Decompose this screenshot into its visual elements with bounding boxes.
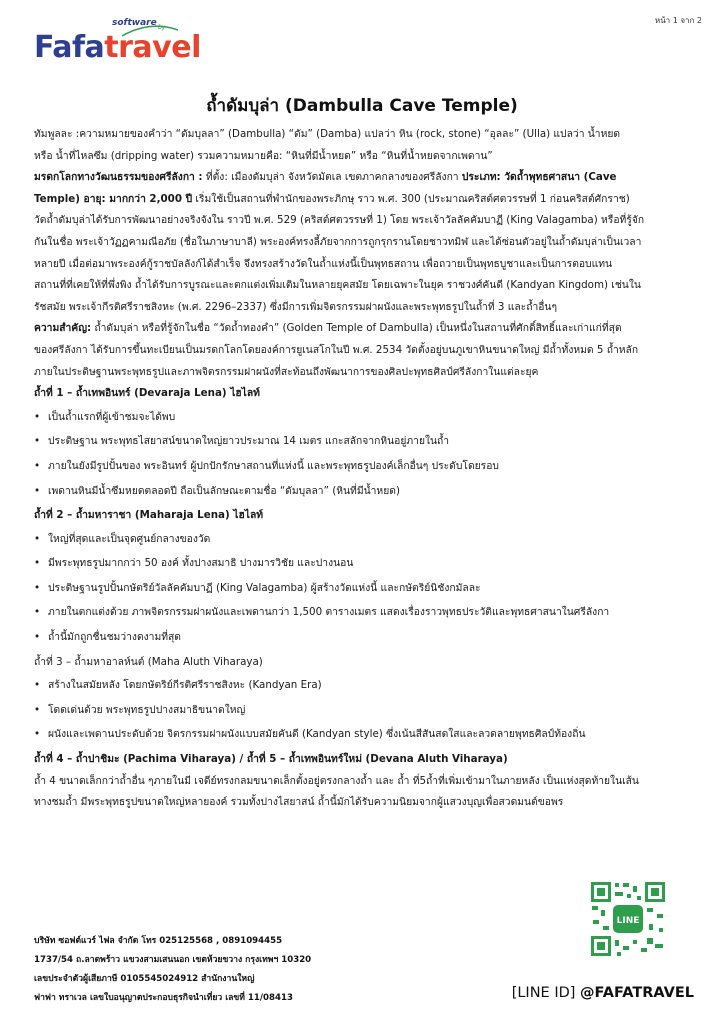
importance-line: ภายในประดิษฐานพระพุทธรูปและภาพจิตรกรรมฝาผนังที่สะท้อนถึงพัฒนาการของศิลปะพุทธศิลป์ศรีลังกาในแต่ละยุค	[34, 365, 539, 378]
importance-paragraph: ความสำคัญ: ถ้ำดัมบุล่า หรือที่รู้จักในชื่อ “วัดถ้ำทองคำ” (Golden Temple of Dambulla) เป็นหนึ่งในสถานที่ศักดิ์สิทธิ์และเก่าแก่ที่สุด	[34, 322, 622, 335]
company-footer	[34, 932, 454, 1008]
list-item: • ถ้ำนี้มักถูกชื่นชมว่างดงามที่สุด	[34, 627, 696, 649]
page-title: ถ้ำดัมบุล่า (Dambulla Cave Temple)	[206, 96, 518, 116]
footer-license: ฟาฟา ทราเวล เลขใบอนุญาตประกอบธุรกิจนำเที่ยว เลขที่ 11/08413	[34, 993, 293, 1003]
list-item: • มีพระพุทธรูปมากกว่า 50 องค์ ทั้งปางสมาธิ ปางมารวิชัย และปางนอน	[34, 553, 696, 575]
cave45-line: ทางชมถ้ำ มีพระพุทธรูปขนาดใหญ่หลายองค์ รวมทั้งปางไสยาสน์ ถ้ำนี้มักได้รับความนิยมจากผู้แสวงบุญเพื่อสวดมนต์ขอพร	[34, 796, 564, 809]
page-number: หน้า 1 จาก 2	[654, 16, 702, 25]
heritage-line: วัดถ้ำดัมบุล่าได้รับการพัฒนาอย่างจริงจังใน ราวปี พ.ศ. 529 (คริสต์ศตวรรษที่ 1) โดย พระเจ้าวัลลัคคัมบาฏี (King Valagamba) หรือที่รู้จัก	[34, 214, 645, 227]
list-item: • ภายในตกแต่งด้วย ภาพจิตรกรรมฝาผนังและเพดานกว่า 1,500 ตารางเมตร แสดงเรื่องราวพุทธประวัติและพุทธศาสนาในศรีลังกา	[34, 602, 696, 624]
cave45-line: ถ้ำ 4 ขนาดเล็กกว่าถ้ำอื่น ๆภายในมี เจดีย์ทรงกลมขนาดเล็กตั้งอยู่ตรงกลางถ้ำ และ ถ้ำ ที่5ถ้ำที่เพิ่มเข้ามาในภายหลัง เป็นแห่งสุดท้ายในเส้น	[34, 774, 639, 787]
cave1-heading: ถ้ำที่ 1 – ถ้ำเทพอินทร์ (Devaraja Lena) ไฮไลท์	[34, 387, 260, 400]
cave2-heading: ถ้ำที่ 2 – ถ้ำมหาราชา (Maharaja Lena) ไฮไลท์	[34, 509, 264, 522]
heritage-line: รัชสมัย พระเจ้ากีรติศรีราชสิงหะ (พ.ศ. 2296–2337) ซึ่งมีการเพิ่มจิตรกรรมฝาผนังและพระพุทธรูปในถ้ำที่ 3 และถ้ำอื่นๆ	[34, 300, 557, 313]
list-item: • โดดเด่นด้วย พระพุทธรูปปางสมาธิขนาดใหญ่	[34, 700, 696, 722]
heritage-paragraph: Temple) อายุ: มากกว่า 2,000 ปี เริ่มใช้เป็นสถานที่พำนักของพระภิกษุ ราว พ.ศ. 300 (ประมาณคริสต์ศตวรรษที่ 1 ก่อนคริสต์ศักราช)	[34, 192, 630, 205]
importance-line: ของศรีลังกา ได้รับการขึ้นทะเบียนเป็นมรดกโลกโดยองค์การยูเนสโกในปี พ.ศ. 2534 วัดตั้งอยู่บนภูเขาหินขนาดใหญ่ มีถ้ำทั้งหมด 5 ถ้ำหลัก	[34, 343, 639, 356]
cave1-list	[34, 407, 696, 502]
footer-address: 1737/54 ถ.ลาดพร้าว แขวงสามเสนนอก เขตห้วยขวาง กรุงเทพฯ 10320	[34, 955, 312, 965]
list-item: • ภายในยังมีรูปปั้นของ พระอินทร์ ผู้ปกปักรักษาสถานที่แห่งนี้ และพระพุทธรูปองค์เล็กอื่นๆ ประดับโดยรอบ	[34, 456, 696, 478]
intro-line: หรือ น้ำที่ไหลซึม (dripping water) รวมความหมายคือ: “หินที่มีน้ำหยด” หรือ “หินที่น้ำหยดจากเพดาน”	[34, 149, 493, 162]
cave3-list	[34, 675, 696, 746]
heritage-line: หลายปี เมื่อต่อมาพระองค์กู้ราชบัลลังก์ได้สำเร็จ จึงทรงสร้างวัดในถ้ำแห่งนี้เป็นพุทธสถาน เพื่อถวายเป็นพุทธบูชาและเป็นการตอบแทน	[34, 257, 613, 270]
list-item: • ผนังและเพดานประดับด้วย จิตรกรรมฝาผนังแบบสมัยคันดี (Kandyan style) ซึ่งเน้นสีสันสดใสและลวดลายพุทธศิลป์ท้องถิ่น	[34, 724, 696, 746]
line-qr-code-icon[interactable]	[589, 880, 667, 958]
cave45-heading: ถ้ำที่ 4 – ถ้ำปาชิมะ (Pachima Viharaya) / ถ้ำที่ 5 – ถ้ำเทพอินทร์ใหม่ (Devana Aluth Viharaya)	[34, 753, 508, 766]
list-item: • ใหญ่ที่สุดและเป็นจุดศูนย์กลางของวัด	[34, 529, 696, 551]
list-item: • ประดิษฐาน พระพุทธไสยาสน์ขนาดใหญ่ยาวประมาณ 14 เมตร แกะสลักจากหินอยู่ภายในถ้ำ	[34, 431, 696, 453]
heritage-paragraph: มรดกโลกทางวัฒนธรรมของศรีลังกา : ที่ตั้ง: เมืองดัมบุล่า จังหวัดมัตเล เขตภาคกลางของศรีลังกา ประเภท: วัดถ้ำพุทธศาสนา (Cave	[34, 171, 617, 184]
intro-line: ทัมพูลละ :ความหมายของคำว่า “ดัมบุลลา” (Dambulla) “ดัม” (Damba) แปลว่า หิน (rock, stone) “อุลละ” (Ulla) แปลว่า น้ำหยด	[34, 128, 621, 140]
document-body	[34, 124, 696, 814]
list-item: • เพดานหินมีน้ำซึมหยดตลอดปี ถือเป็นลักษณะตามชื่อ “ดัมบุลลา” (หินที่มีน้ำหยด)	[34, 481, 696, 503]
footer-company: บริษัท ซอฟต์แวร์ ไฟล จำกัด โทร 025125568 , 0891094455	[34, 936, 283, 946]
cave2-list	[34, 529, 696, 649]
line-id[interactable]: [LINE ID] @FAFATRAVEL	[511, 985, 694, 1001]
cave3-heading: ถ้ำที่ 3 – ถ้ำมหาอาลห์นต์ (Maha Aluth Viharaya)	[34, 655, 263, 668]
logo-wordmark: Fafatravel	[34, 30, 201, 65]
list-item: • ประดิษฐานรูปปั้นกษัตริย์วัลลัคคัมบาฏี (King Valagamba) ผู้สร้างวัดแห่งนี้ และกษัตริย์นิชังกมัลละ	[34, 578, 696, 600]
footer-tax-id: เลขประจำตัวผู้เสียภาษี 0105545024912 สำนักงานใหญ่	[34, 974, 255, 984]
qr-line-label: LINE	[616, 916, 640, 926]
logo-tagline: software	[112, 18, 157, 28]
fafatravel-logo	[34, 18, 234, 74]
heritage-line: สถานที่ที่เคยให้ที่พึ่งพิง ถ้ำได้รับการบูรณะและตกแต่งเพิ่มเติมในหลายยุคสมัย โดยเฉพาะในยุค ราชวงศ์คันดี (Kandyan Kingdom) เช่นใน	[34, 279, 641, 292]
list-item: • เป็นถ้ำแรกที่ผู้เข้าชมจะได้พบ	[34, 407, 696, 429]
heritage-line: กันในชื่อ พระเจ้าวัฏฏคามณีอภัย (ชื่อในภาษาบาลี) พระองค์ทรงลี้ภัยจากการถูกรุกรานโดยชาวทมิฬ และได้ซ่อนตัวอยู่ในถ้ำดัมบุล่าเป็นเวลา	[34, 235, 642, 248]
list-item: • สร้างในสมัยหลัง โดยกษัตริย์กีรติศรีราชสิงหะ (Kandyan Era)	[34, 675, 696, 697]
logo-by: by	[158, 24, 166, 31]
